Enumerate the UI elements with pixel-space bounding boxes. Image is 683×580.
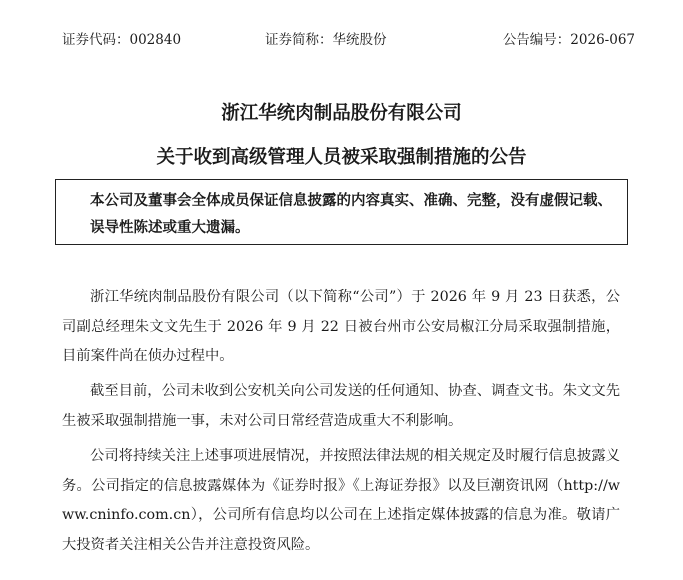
board-guarantee-box <box>55 179 628 245</box>
announcement-subject-title: 关于收到高级管理人员被采取强制措施的公告 <box>156 147 527 168</box>
announcement-header <box>48 30 635 50</box>
body-paragraph-1: 浙江华统肉制品股份有限公司（以下简称“公司”）于 2026 年 9 月 23 日获悉，公司副总经理朱文文先生于 2026 年 9 月 22 日被台州市公安局椒江分局采取强制措施，目前案件尚在侦办过程中。 <box>62 289 620 364</box>
body-paragraph-2: 截至目前，公司未收到公安机关向公司发送的任何通知、协查、调查文书。朱文文先生被采取强制措施一事，未对公司日常经营造成重大不利影响。 <box>62 383 620 429</box>
stock-code: 证券代码：002840 <box>62 32 182 48</box>
body-paragraph-3: 公司将持续关注上述事项进展情况，并按照法律法规的相关规定及时履行信息披露义务。公司指定的信息披露媒体为《证券时报》《上海证券报》以及巨潮资讯网（http://www.cninfo.com.cn），公司所有信息均以公司在上述指定媒体披露的信息为准。敬请广大投资者关注相关公告并注意投资风险。 <box>62 448 620 553</box>
announcement-number: 公告编号：2026-067 <box>502 32 635 48</box>
board-guarantee-statement: 本公司及董事会全体成员保证信息披露的内容真实、准确、完整，没有虚假记载、误导性陈述或重大遗漏。 <box>90 192 612 236</box>
stock-abbreviation: 证券简称：华统股份 <box>265 32 387 48</box>
company-name-title: 浙江华统肉制品股份有限公司 <box>221 103 462 124</box>
